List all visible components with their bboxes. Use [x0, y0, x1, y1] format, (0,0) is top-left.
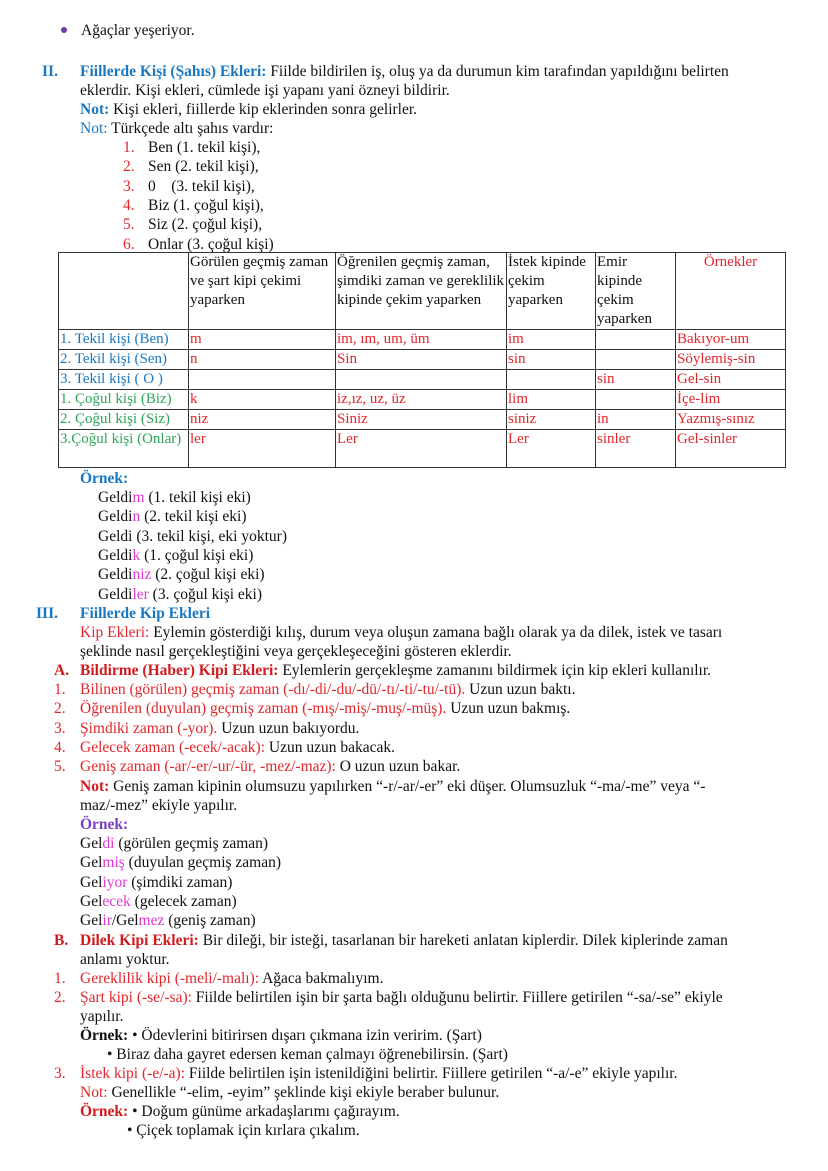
example-stem: Geldi [98, 546, 133, 564]
table-suffix-cell: sin [507, 350, 596, 370]
example-desc: (şimdiki zaman) [127, 873, 233, 891]
b-item-3-num: 3. [54, 1065, 66, 1082]
example-suffix: ler [132, 585, 149, 603]
example-label: Örnek: [80, 1103, 129, 1120]
table-suffix-cell: im, ım, um, üm [336, 330, 507, 350]
section-3-roman: III. [36, 605, 58, 622]
table-suffix-cell: Yazmış-sınız [676, 410, 786, 430]
section-2-note-1 [80, 100, 417, 119]
person-item: Ben (1. tekil kişi), [148, 139, 261, 156]
section-2-note-2 [80, 119, 273, 138]
example-line [98, 488, 251, 507]
example-line [98, 546, 253, 565]
bullet-item [61, 21, 195, 40]
subsection-b-text-2: anlamı yoktur. [80, 951, 170, 968]
example-desc: (duyulan geçmiş zaman) [124, 854, 282, 872]
example-line [80, 853, 281, 872]
example-desc: (görülen geçmiş zaman) [114, 835, 269, 852]
section-2-heading [80, 62, 729, 81]
subsection-a-title: Bildirme (Haber) Kipi Ekleri: [80, 662, 279, 679]
section-2-example-label: Örnek: [80, 470, 129, 487]
example-desc: (1. çoğul kişi eki) [140, 546, 254, 564]
table-person-cell: 3.Çoğul kişi (Onlar) [59, 430, 189, 468]
a-item [80, 699, 570, 718]
example-line [98, 585, 262, 604]
b-item-2 [80, 988, 723, 1007]
example-label: Örnek: [80, 1027, 129, 1044]
a-item [80, 757, 460, 776]
subsection-a-note-1 [80, 777, 705, 796]
example-line [98, 565, 265, 584]
b-item-3 [80, 1064, 677, 1083]
example-suffix: di [102, 835, 115, 852]
subsection-a-letter: A. [54, 662, 70, 679]
person-item: Siz (2. çoğul kişi), [148, 216, 263, 234]
person-item: 0 (3. tekil kişi), [148, 177, 255, 195]
section-2-title: Fiillerde Kişi (Şahıs) Ekleri: [80, 63, 267, 80]
person-item: Biz (1. çoğul kişi), [148, 196, 264, 214]
example-stem: Gel [80, 835, 103, 852]
b-item-3-example-2: • Çiçek toplamak için kırlara çıkalım. [127, 1122, 360, 1139]
table-suffix-cell: İçe-lim [676, 390, 786, 410]
table-suffix-cell [336, 370, 507, 390]
table-header-row [59, 253, 786, 330]
b-item-1 [80, 969, 383, 988]
table-suffix-cell: niz [189, 410, 336, 430]
example-text: • Ödevlerini bitirirsen dışarı çıkmana izin veririm. (Şart) [128, 1027, 482, 1044]
table-suffix-cell: sin [596, 370, 676, 390]
table-suffix-cell: Ler [507, 430, 596, 468]
note-text: Genellikle “-elim, -eyim” şeklinde kişi ekiyle beraber bulunur. [107, 1084, 500, 1101]
person-item: Sen (2. tekil kişi), [148, 158, 259, 176]
table-header-cell: Örnekler [676, 253, 786, 330]
b-item-2-example-1 [80, 1026, 482, 1045]
b-item-1-label: Gereklilik kipi (-meli/-malı): [80, 970, 260, 987]
person-number: 4. [123, 196, 135, 214]
note-label: Not: [80, 1084, 108, 1101]
a-item-text: Uzun uzun bakacak. [265, 738, 395, 756]
example-desc: (geniş zaman) [164, 912, 256, 930]
section-2-roman: II. [42, 63, 58, 80]
table-suffix-cell: m [189, 330, 336, 350]
example-text: • Doğum günüme arkadaşlarımı çağırayım. [128, 1103, 400, 1120]
table-suffix-cell [596, 390, 676, 410]
example-line [80, 892, 237, 911]
b-item-1-text: Ağaca bakmalıyım. [259, 970, 384, 987]
subsection-a-text: Eylemlerin gerçekleşme zamanını bildirmek için kip ekleri kullanılır. [278, 662, 712, 679]
person-item: Onlar (3. çoğul kişi) [148, 235, 274, 253]
table-suffix-cell: Gel-sin [676, 370, 786, 390]
table-header-cell: Öğrenilen geçmiş zaman, şimdiki zaman ve gereklilik kipinde çekim yaparken [336, 253, 507, 330]
a-item-label: Geniş zaman (-ar/-er/-ur/-ür, -mez/-maz): [80, 758, 336, 776]
person-number: 2. [123, 158, 135, 176]
table-row [59, 350, 786, 370]
section-2-desc-2: eklerdir. Kişi ekleri, cümlede işi yapanı yani özneyi bildirir. [80, 82, 450, 99]
table-suffix-cell: iz,ız, uz, üz [336, 390, 507, 410]
example-stem: Gel [80, 873, 103, 891]
subsection-b-letter: B. [54, 932, 69, 949]
table-row [59, 430, 786, 468]
example-suffix: m [132, 489, 145, 506]
a-item-label: Şimdiki zaman (-yor). [80, 719, 218, 737]
table-suffix-cell: n [189, 350, 336, 370]
table-suffix-cell: k [189, 390, 336, 410]
table-header-cell: Görülen geçmiş zaman ve şart kipi çekimi yaparken [189, 253, 336, 330]
a-item [80, 680, 575, 699]
example-desc: (gelecek zaman) [130, 892, 237, 910]
example-line [98, 527, 287, 546]
subsection-b-text: Bir dileği, bir isteği, tasarlanan bir hareketi anlatan kiplerdir. Dilek kiplerinde zaman [198, 932, 728, 949]
example-suffix: ecek [102, 892, 131, 910]
table-header-cell: Emir kipinde çekim yaparken [596, 253, 676, 330]
example-stem: Geldi [98, 489, 133, 506]
table-suffix-cell: Söylemiş-sin [676, 350, 786, 370]
a-item-text: Uzun uzun baktı. [465, 681, 576, 698]
b-item-2-label: Şart kipi (-se/-sa): [80, 989, 192, 1006]
example-desc: (2. çoğul kişi eki) [151, 566, 265, 584]
a-item-number: 1. [54, 681, 66, 698]
a-item-label: Bilinen (görülen) geçmiş zaman (-dı/-di/-du/-dü/-tı/-ti/-tu/-tü). [80, 681, 466, 698]
example-suffix: mez [138, 912, 165, 930]
note-text: Türkçede altı şahıs vardır: [107, 120, 274, 137]
table-suffix-cell [507, 370, 596, 390]
a-item [80, 719, 359, 738]
note-label: Not: [80, 778, 110, 795]
example-suffix: niz [132, 566, 152, 584]
b-item-2-text-2: yapılır. [80, 1008, 124, 1025]
a-item-label: Gelecek zaman (-ecek/-acak): [80, 738, 266, 756]
a-item-label: Öğrenilen (duyulan) geçmiş zaman (-mış/-miş/-muş/-müş). [80, 700, 447, 718]
table-person-cell: 1. Çoğul kişi (Biz) [59, 390, 189, 410]
table-suffix-cell: Ler [336, 430, 507, 468]
a-item [80, 738, 395, 757]
example-desc: (3. tekil kişi, eki yoktur) [132, 527, 287, 545]
a-item-text: O uzun uzun bakar. [335, 758, 461, 776]
subsection-a-example-label: Örnek: [80, 816, 129, 833]
a-item-number: 2. [54, 700, 66, 718]
kip-definition-2: şeklinde nasıl gerçekleştiğini veya gerçekleşeceğini gösteren eklerdir. [80, 643, 512, 660]
table-person-cell: 2. Çoğul kişi (Siz) [59, 410, 189, 430]
example-suffix: n [132, 508, 141, 526]
a-item-number: 4. [54, 738, 66, 756]
table-person-cell: 3. Tekil kişi ( O ) [59, 370, 189, 390]
b-item-2-example-2: • Biraz daha gayret edersen keman çalmayı öğrenebilirsin. (Şart) [107, 1046, 508, 1063]
table-row [59, 410, 786, 430]
example-stem: Geldi [98, 566, 133, 584]
subsection-b-title: Dilek Kipi Ekleri: [80, 932, 199, 949]
example-desc: (2. tekil kişi eki) [140, 508, 247, 526]
example-stem: Geldi [98, 508, 133, 526]
table-person-cell: 1. Tekil kişi (Ben) [59, 330, 189, 350]
example-stem: Geldi [98, 527, 133, 545]
bullet-icon [61, 27, 67, 33]
person-number: 1. [123, 139, 135, 156]
example-stem: Gel [80, 912, 103, 930]
table-suffix-cell [189, 370, 336, 390]
b-item-1-num: 1. [54, 970, 66, 987]
table-row [59, 330, 786, 350]
bullet-text: Ağaçlar yeşeriyor. [81, 22, 195, 39]
note-label: Not: [80, 120, 108, 137]
table-suffix-cell [596, 350, 676, 370]
b-item-3-example-1 [80, 1102, 400, 1121]
table-header-cell [59, 253, 189, 330]
kip-label: Kip Ekleri: [80, 624, 150, 641]
example-stem: Gel [80, 854, 103, 872]
example-suffix: ir [102, 912, 112, 930]
example-line [80, 834, 268, 853]
section-3-title: Fiillerde Kip Ekleri [80, 605, 211, 622]
example-suffix: iyor [102, 873, 128, 891]
example-stem: Gel [80, 892, 103, 910]
person-number: 5. [123, 216, 135, 234]
b-item-2-num: 2. [54, 989, 66, 1006]
note-text: Geniş zaman kipinin olumsuzu yapılırken “-r/-ar/-er” eki düşer. Olumsuzluk “-ma/-me” veya “- [109, 778, 706, 795]
kip-text: Eylemin gösterdiği kılış, durum veya oluşun zamana bağlı olarak ya da dilek, istek ve tasarı [149, 624, 723, 641]
table-header-cell: İstek kipinde çekim yaparken [507, 253, 596, 330]
section-2-desc-1: Fiilde bildirilen iş, oluş ya da durumun kim tarafından yapıldığını belirten [266, 63, 729, 80]
example-suffix: k [132, 546, 141, 564]
note-label: Not: [80, 101, 110, 118]
example-line [98, 507, 247, 526]
example-suffix: miş [102, 854, 125, 872]
person-number: 3. [123, 177, 135, 195]
person-suffix-table [58, 252, 786, 468]
a-item-text: Uzun uzun bakıyordu. [217, 719, 360, 737]
note-text: Kişi ekleri, fiillerde kip eklerinden sonra gelirler. [109, 101, 418, 118]
table-suffix-cell: in [596, 410, 676, 430]
table-suffix-cell: sinler [596, 430, 676, 468]
a-item-text: Uzun uzun bakmış. [446, 700, 571, 718]
example-desc: (3. çoğul kişi eki) [148, 585, 263, 603]
example-stem: /Gel [111, 912, 139, 930]
b-item-3-text: Fiilde belirtilen işin istenildiğini belirtir. Fiillere getirilen “-a/-e” ekiyle yapılır. [185, 1065, 678, 1082]
b-item-3-label: İstek kipi (-e/-a): [80, 1065, 186, 1082]
b-item-2-text: Fiilde belirtilen işin bir şarta bağlı olduğunu belirtir. Fiillere getirilen “-sa/-se” ekiyle [191, 989, 723, 1006]
table-suffix-cell: Siniz [336, 410, 507, 430]
example-desc: (1. tekil kişi eki) [144, 489, 251, 506]
table-suffix-cell: Gel-sinler [676, 430, 786, 468]
table-row [59, 390, 786, 410]
example-line [80, 911, 256, 930]
example-stem: Geldi [98, 585, 133, 603]
table-suffix-cell [596, 330, 676, 350]
a-item-number: 5. [54, 758, 66, 776]
table-person-cell: 2. Tekil kişi (Sen) [59, 350, 189, 370]
table-suffix-cell: lim [507, 390, 596, 410]
table-suffix-cell: ler [189, 430, 336, 468]
a-item-number: 3. [54, 719, 66, 737]
example-line [80, 873, 232, 892]
b-item-3-note [80, 1083, 499, 1102]
table-suffix-cell: Sin [336, 350, 507, 370]
table-suffix-cell: Bakıyor-um [676, 330, 786, 350]
table-row [59, 370, 786, 390]
table-suffix-cell: im [507, 330, 596, 350]
table-suffix-cell: siniz [507, 410, 596, 430]
subsection-b-heading [80, 931, 728, 950]
kip-definition-1 [80, 623, 722, 642]
subsection-a-note-2: maz/-mez” ekiyle yapılır. [80, 797, 238, 814]
subsection-a-heading [80, 661, 711, 680]
person-number: 6. [123, 235, 135, 253]
